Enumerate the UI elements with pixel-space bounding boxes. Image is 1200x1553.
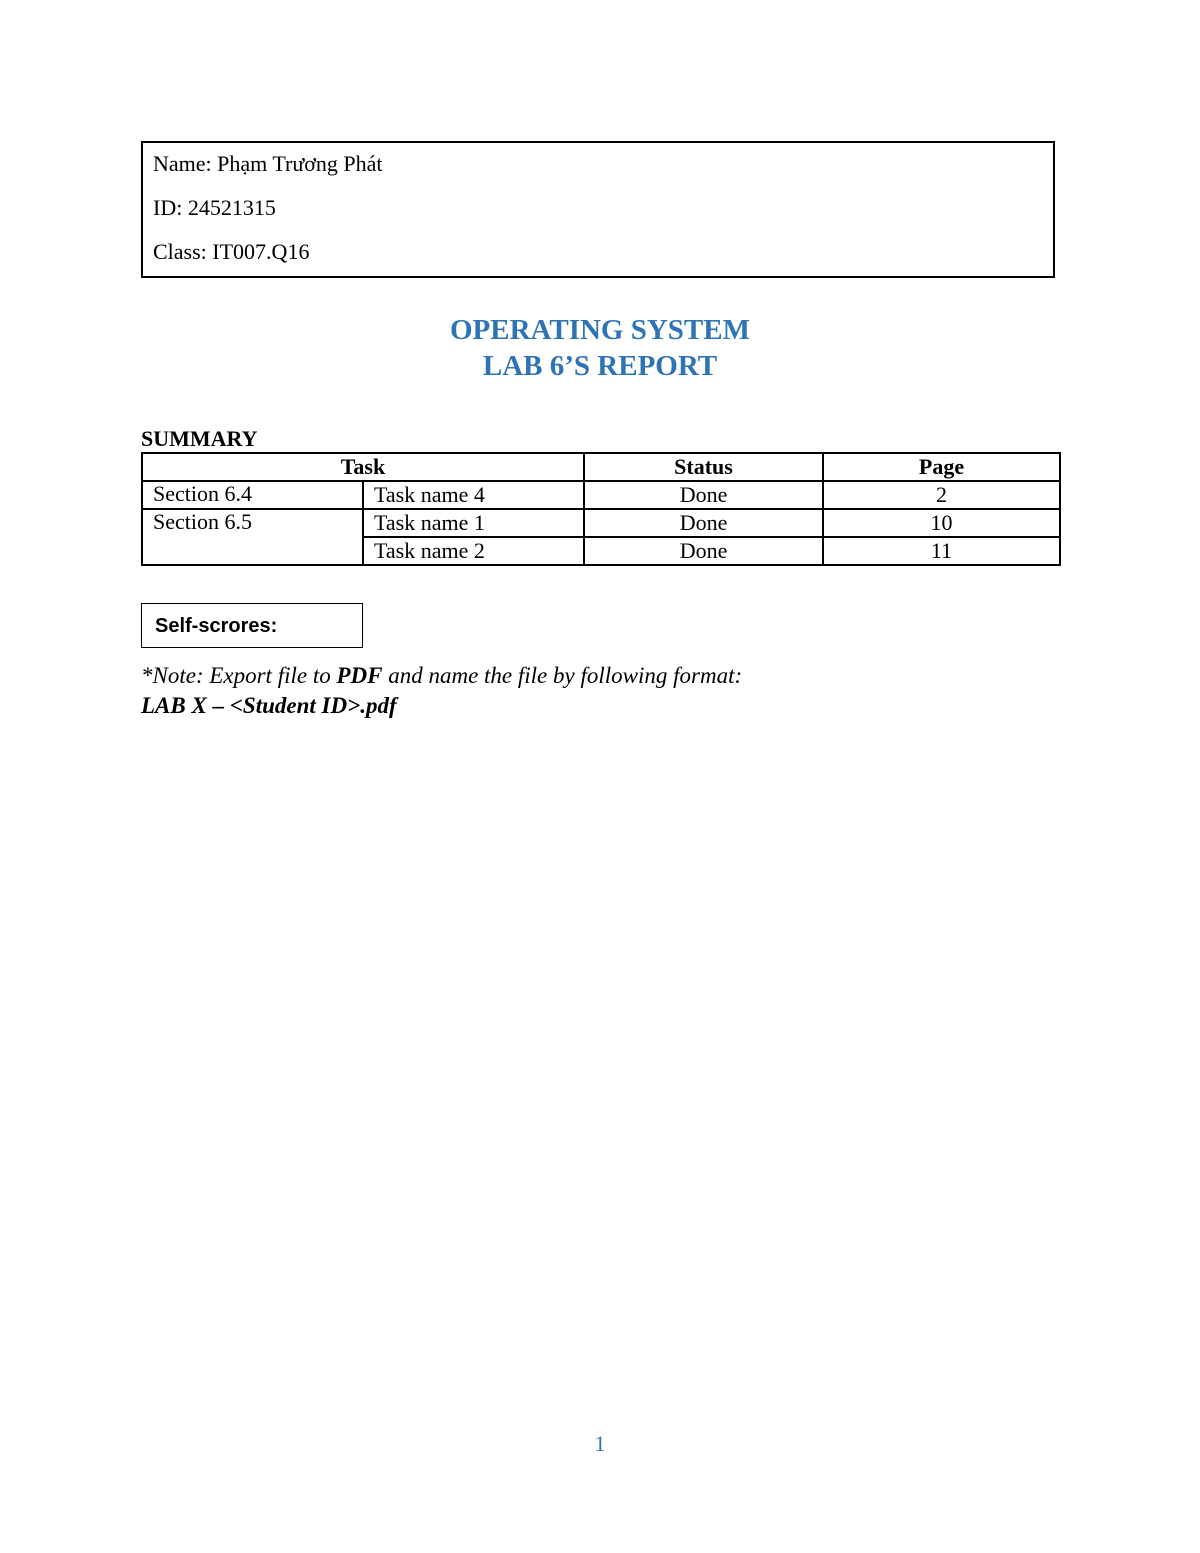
student-id: ID: 24521315 — [153, 195, 276, 220]
header-page: Page — [823, 453, 1060, 481]
self-score-label: Self-scrores: — [155, 615, 278, 637]
student-info-box — [141, 141, 1055, 278]
table-header-row — [142, 453, 1060, 481]
task-cell: Task name 4 — [363, 481, 584, 509]
report-title-line2: LAB 6’S REPORT — [482, 350, 718, 382]
student-class: Class: IT007.Q16 — [153, 239, 310, 264]
section-cell: Section 6.4 — [142, 481, 363, 509]
file-name-format: LAB X – <Student ID>.pdf — [141, 693, 397, 718]
task-cell: Task name 1 — [363, 509, 584, 537]
header-status: Status — [584, 453, 823, 481]
header-task: Task — [142, 453, 584, 481]
page-cell: 11 — [823, 537, 1060, 565]
table-row — [142, 481, 1060, 509]
summary-table — [141, 452, 1061, 566]
page-cell: 2 — [823, 481, 1060, 509]
report-title-line1: OPERATING SYSTEM — [450, 314, 750, 346]
status-cell: Done — [584, 537, 823, 565]
export-note — [141, 663, 742, 689]
note-prefix: *Note: Export file to — [141, 663, 337, 688]
note-suffix: and name the file by following format: — [382, 663, 743, 688]
table-row — [142, 509, 1060, 537]
self-score-box — [141, 603, 363, 648]
summary-heading: SUMMARY — [141, 426, 258, 451]
page-number: 1 — [594, 1431, 606, 1456]
page-cell: 10 — [823, 509, 1060, 537]
status-cell: Done — [584, 509, 823, 537]
note-emphasis: PDF — [336, 663, 383, 688]
student-name: Name: Phạm Trương Phát — [153, 151, 383, 176]
status-cell: Done — [584, 481, 823, 509]
task-cell: Task name 2 — [363, 537, 584, 565]
section-cell: Section 6.5 — [142, 509, 363, 565]
